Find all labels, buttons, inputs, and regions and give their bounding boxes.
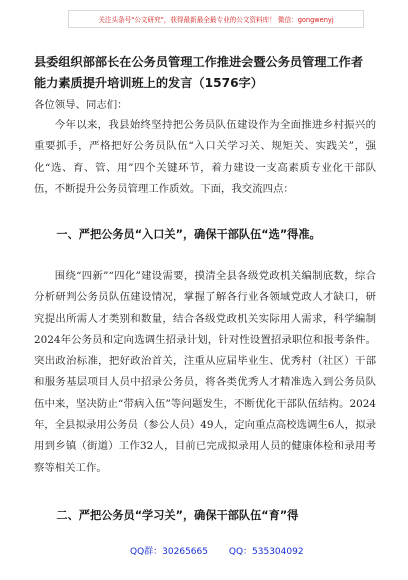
document-title: 县委组织部部长在公务员管理工作推进会暨公务员管理工作者能力素质提升培训班上的发言（1576字）: [34, 55, 364, 90]
contact-footer: [130, 544, 322, 557]
intro-paragraph: 今年以来，我县始终坚持把公务员队伍建设作为全面推进乡村振兴的重要抓手，严格把好公务员队伍“入口关学习关、规矩关、实践关”，强化“选、育、管、用”四个关键环节，着力建设一支高素质专业化干部队伍，不断提升公务员管理工作质效。下面，我交流四点：: [34, 119, 376, 195]
section-1-paragraph: 围绕“四新”“四化”建设需要，摸清全县各级党政机关编制底数，综合分析研判公务员队伍建设情况，掌握了解各行业各领域党政人才缺口，研究提出所需人才类别和数量，结合各级党政机关实际用人需求，科学编制2024年公务员和定向选调生招录计划，针对性设置招录职位和报考条件。突出政治标准，把好政治首关，注重从应届毕业生、优秀村（社区）干部和服务基层项目人员中招录公务员，将各类优秀人才精准选入到公务员队伍中来，坚决防止“带病入伍”等问题发生，不断优化干部队伍结构。2024年，全县拟录用公务员（参公人员）49人，定向重点高校选调生6人，拟录用到乡镇（街道）工作32人，目前已完成拟录用人员的健康体检和录用考察等相关工作。: [34, 270, 376, 474]
qq-number: QQ：535304092: [228, 547, 304, 557]
salutation: 各位领导、同志们：: [34, 99, 128, 111]
section-2-heading: 二、严把公务员“学习关”，确保干部队伍“育”得: [56, 509, 299, 522]
section-1-heading: 一、严把公务员“入口关”，确保干部队伍“选”得准。: [56, 228, 321, 241]
qq-group-number: QQ群：30265665: [130, 547, 208, 557]
header-banner: 关注头条号"公文研究"，获得最新最全最专业的公文资料库！ 微信：gongwenyj: [68, 10, 364, 28]
